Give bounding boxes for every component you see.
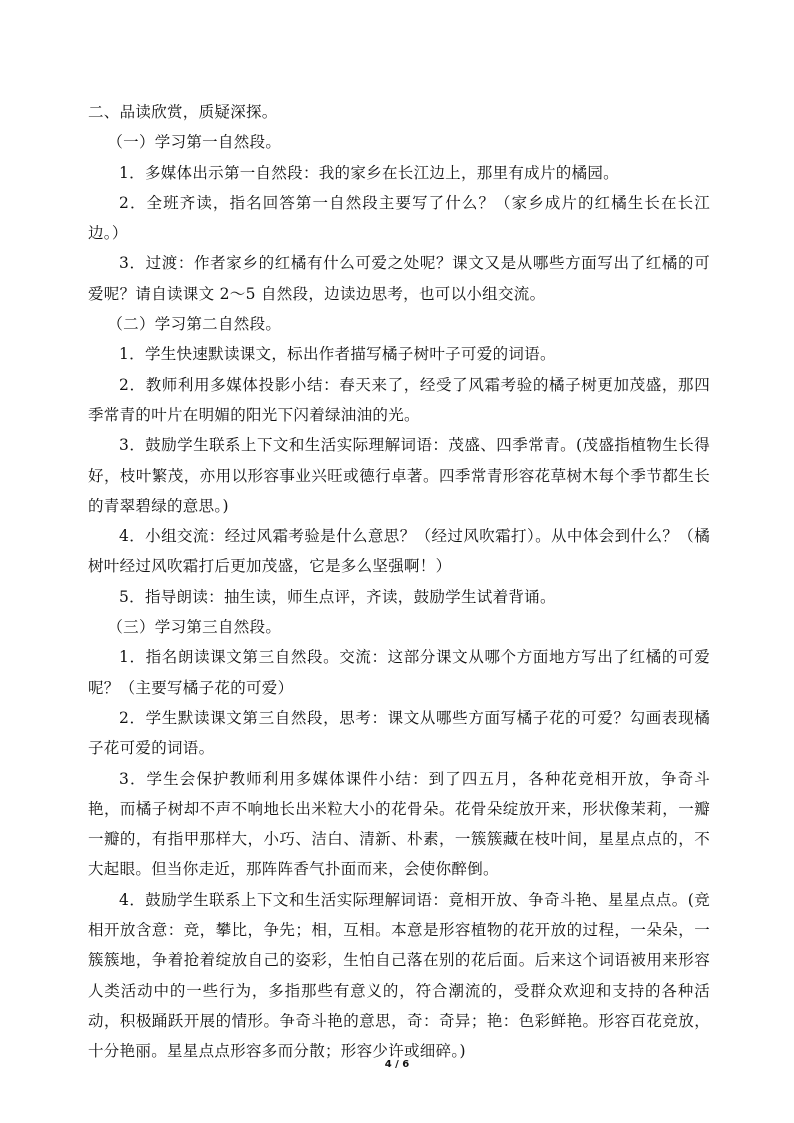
paragraph: 2．教师利用多媒体投影小结：春天来了，经受了风霜考验的橘子树更加茂盛，那四季常青的叶片在明媚的阳光下闪着绿油油的光。 — [88, 375, 710, 424]
paragraph: 2．全班齐读，指名回答第一自然段主要写了什么？（家乡成片的红橘生长在长江边。） — [88, 193, 710, 243]
paragraph: 4．小组交流：经过风霜考验是什么意思？（经过风吹霜打）。从中体会到什么？（橘树叶经过风吹霜打后更加茂盛，它是多么坚强啊！） — [88, 527, 710, 576]
paragraph: 5．指导朗读：抽生读，师生点评，齐读，鼓励学生试着背诵。 — [119, 587, 556, 606]
document-body — [88, 97, 710, 1067]
paragraph: 1．多媒体出示第一自然段：我的家乡在长江边上，那里有成片的橘园。 — [119, 163, 619, 182]
paragraph: 3．学生会保护教师利用多媒体课件小结：到了四五月，各种花竞相开放，争奇斗艳，而橘子树却不声不响地长出米粒大小的花骨朵。花骨朵绽放开来，形状像茉莉，一瓣一瓣的，有指甲那样大，小巧、洁白、清新、朴素，一簇簇藏在枝叶间，星星点点的，不大起眼。但当你走近，那阵阵香气扑面而来，会使你醉倒。 — [88, 769, 710, 879]
paragraph: 1．学生快速默读课文，标出作者描写橘子树叶子可爱的词语。 — [119, 345, 556, 364]
subsection-heading: （一）学习第一自然段。 — [107, 133, 282, 152]
subsection-heading: （二）学习第二自然段。 — [107, 315, 282, 334]
subsection-heading: （三）学习第三自然段。 — [107, 618, 282, 637]
paragraph: 2．学生默读课文第三自然段，思考：课文从哪些方面写橘子花的可爱？勾画表现橘子花可爱的词语。 — [88, 708, 710, 758]
paragraph: 4．鼓励学生联系上下文和生活实际理解词语：竟相开放、争奇斗艳、星星点点。(竞相开放含意：竞，攀比，争先；相，互相。本意是形容植物的花开放的过程，一朵朵，一簇簇地，争着抢着绽放自己的姿彩，生怕自己落在别的花后面。后来这个词语被用来形容人类活动中的一些行为，多指那些有意义的，符合潮流的，受群众欢迎和支持的各种活动，积极踊跃开展的情形。争奇斗艳的意思，奇：奇异；艳：色彩鲜艳。形容百花竞放，十分艳丽。星星点点形容多而分散；形容少许或细碎。) — [88, 890, 710, 1061]
paragraph: 3．鼓励学生联系上下文和生活实际理解词语：茂盛、四季常青。(茂盛指植物生长得好，枝叶繁茂，亦用以形容事业兴旺或德行卓著。四季常青形容花草树木每个季节都生长的青翠碧绿的意思。) — [88, 436, 710, 515]
page-number: 4 / 6 — [384, 1059, 410, 1070]
paragraph: 3．过渡：作者家乡的红橘有什么可爱之处呢？课文又是从哪些方面写出了红橘的可爱呢？请自读课文 2～5 自然段，边读边思考，也可以小组交流。 — [88, 254, 710, 303]
section-heading: 二、品读欣赏，质疑深探。 — [88, 103, 278, 121]
paragraph: 1．指名朗读课文第三自然段。交流：这部分课文从哪个方面地方写出了红橘的可爱呢？（主要写橘子花的可爱） — [88, 648, 710, 697]
